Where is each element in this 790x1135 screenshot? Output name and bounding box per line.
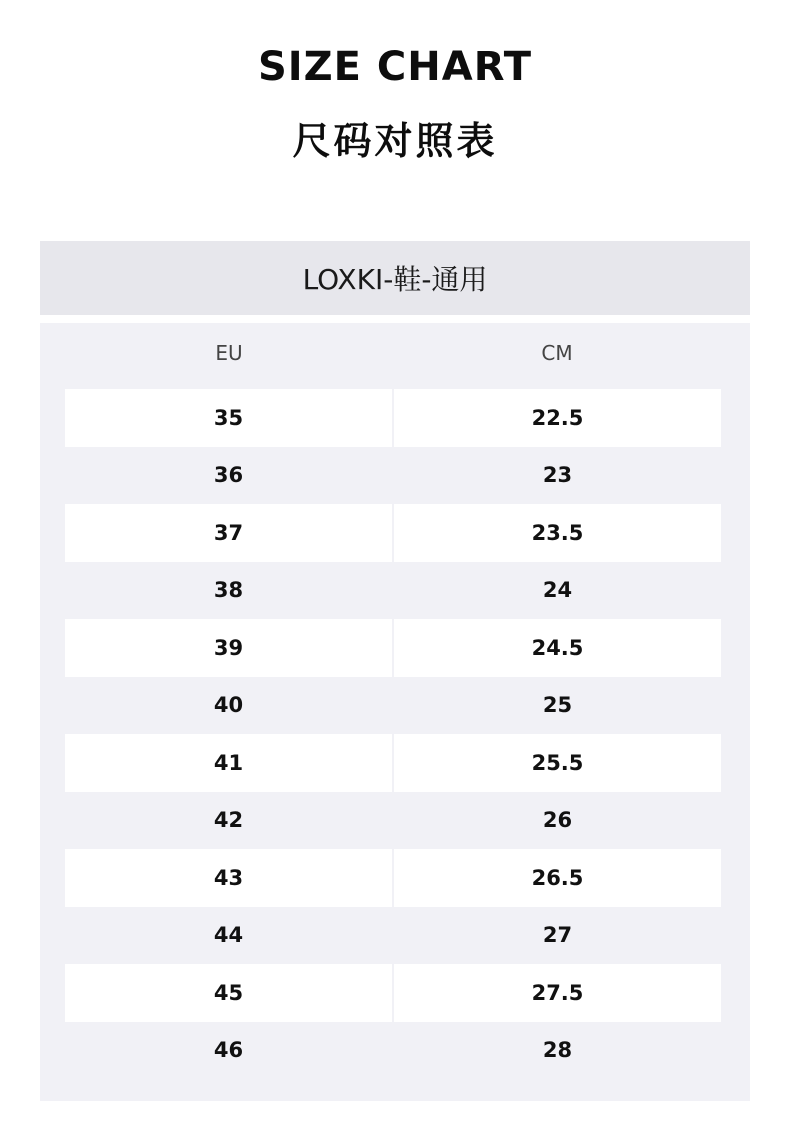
eu-size-cell: 37 [65, 504, 392, 562]
cm-length-cell: 27.5 [394, 964, 721, 1022]
cm-length-cell: 24.5 [394, 619, 721, 677]
size-table [40, 323, 750, 1101]
eu-size-cell: 45 [65, 964, 392, 1022]
eu-size-cell: 38 [213, 578, 244, 603]
cm-length-cell: 27 [542, 923, 573, 948]
eu-size-cell: 44 [213, 923, 244, 948]
cm-length-cell: 26.5 [394, 849, 721, 907]
cm-length-cell: 25 [542, 693, 573, 718]
size-table-caption-bar [40, 241, 750, 315]
table-row [65, 677, 721, 735]
eu-size-cell: 42 [213, 808, 244, 833]
table-row [65, 849, 721, 907]
eu-size-cell: 35 [65, 389, 392, 447]
table-row [65, 1022, 721, 1080]
column-header-eu: EU [215, 341, 243, 365]
page-title-english: SIZE CHART [257, 44, 533, 90]
eu-size-cell: 36 [213, 463, 244, 488]
table-row [65, 504, 721, 562]
cm-length-cell: 25.5 [394, 734, 721, 792]
table-row [65, 792, 721, 850]
table-row [65, 447, 721, 505]
table-row [65, 964, 721, 1022]
size-table-caption: LOXKI-鞋-通用 [302, 263, 488, 296]
table-row [65, 734, 721, 792]
eu-size-cell: 46 [213, 1038, 244, 1063]
eu-size-cell: 39 [65, 619, 392, 677]
cm-length-cell: 23.5 [394, 504, 721, 562]
column-header-cm: CM [541, 341, 573, 365]
size-table-rows [65, 389, 721, 1079]
cm-length-cell: 26 [542, 808, 573, 833]
cm-length-cell: 23 [542, 463, 573, 488]
eu-size-cell: 40 [213, 693, 244, 718]
cm-length-cell: 24 [542, 578, 573, 603]
cm-length-cell: 22.5 [394, 389, 721, 447]
table-row [65, 562, 721, 620]
table-row [65, 907, 721, 965]
cm-length-cell: 28 [542, 1038, 573, 1063]
table-row [65, 389, 721, 447]
table-row [65, 619, 721, 677]
eu-size-cell: 41 [65, 734, 392, 792]
size-table-column-headers [65, 341, 721, 371]
page-title-chinese: 尺码对照表 [292, 119, 498, 163]
eu-size-cell: 43 [65, 849, 392, 907]
